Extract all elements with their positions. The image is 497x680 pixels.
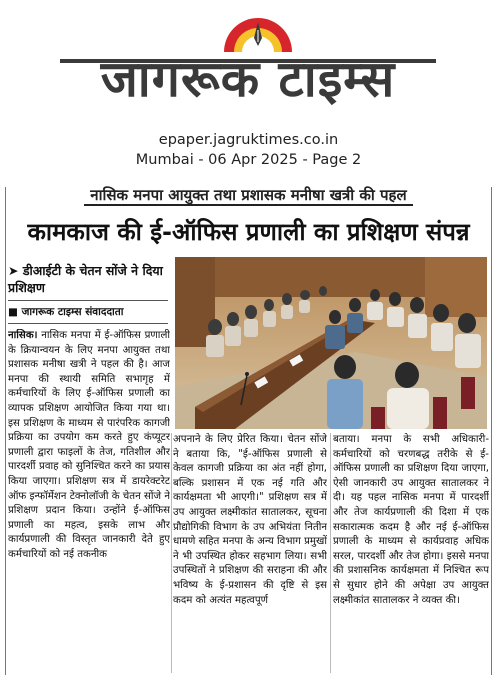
article-byline: ■ जागरूक टाइम्स संवाददाता bbox=[8, 306, 124, 318]
column-divider bbox=[171, 433, 172, 673]
clip-border-left bbox=[5, 187, 6, 675]
masthead bbox=[0, 0, 497, 168]
subhead-divider bbox=[8, 300, 168, 301]
source-url: epaper.jagruktimes.co.in bbox=[158, 132, 339, 148]
article-kicker: नासिक मनपा आयुक्त तथा प्रशासक मनीषा खत्री की पहल bbox=[10, 185, 487, 205]
article-clipping bbox=[0, 179, 497, 680]
edition-date-line: Mumbai - 06 Apr 2025 - Page 2 bbox=[135, 152, 362, 168]
training-session-photo bbox=[175, 257, 487, 429]
newspaper-title: जागरूक टाइम्स bbox=[100, 50, 396, 108]
sun-pen-logo-icon bbox=[218, 8, 298, 52]
dateline: नासिक। bbox=[8, 330, 38, 341]
article-column-1 bbox=[8, 329, 170, 674]
clip-border-right bbox=[491, 187, 492, 675]
column-1-text: नासिक मनपा में ई-ऑफिस प्रणाली के क्रियान्वयन के लिए मनपा आयुक्त तथा प्रशासक मनीषा खत्री ने पहल की है। आज मनपा की स्थायी समिति सभागृह में कर्मचारियों के लिए ई-ऑफिस प्रणाली का व्यापक प्रशिक्षण आयोजित किया गया था। इस प्रशिक्षण के माध्यम से पारंपरिक कागजी प्रक्रिया का उपयोग कम करते हुए कंप्यूटर प्रणाली द्वारा फाइलों के तेज, गतिशील और पारदर्शी प्रवाह को सुनिश्चित करने का प्रयास किया जाएगा। प्रशिक्षण सत्र में डायरेक्टरेट ऑफ इन्फॉर्मेशन टेक्नोलॉजी के चेतन सोंजे ने प्रशिक्षण प्रदान किया। उन्होंने ई-ऑफिस प्रणाली का महत्व, इसके लाभ और कार्यप्रणाली की विस्तृत जानकारी देते हुए कर्मचारियों को नई तकनीक bbox=[8, 330, 170, 560]
article-column-2: अपनाने के लिए प्रेरित किया। चेतन सोंजे ने बताया कि, "ई-ऑफिस प्रणाली से केवल कागजी प्रक्रिया का अंत नहीं होगा, बल्कि प्रशासन में एक नई गति और कार्यक्षमता भी आएगी।" प्रशिक्षण सत्र में उप आयुक्त लक्ष्मीकांत सातालकर, सूचना प्रौद्योगिकी विभाग के उप अभियंता नितीन धामणे सहित मनपा के अन्य विभाग प्रमुखों ने भी उपस्थित होकर सहभाग लिया। सभी उपस्थितों ने प्रशिक्षण की सराहना की और भविष्य के ई-प्रशासन की दृष्टि से इस कदम को अत्यंत महत्वपूर्ण bbox=[173, 434, 327, 606]
article-subhead: ➤ डीआईटी के चेतन सोंजे ने दिया प्रशिक्षण bbox=[8, 263, 163, 295]
byline-divider bbox=[8, 323, 168, 324]
column-divider bbox=[330, 433, 331, 673]
article-headline: कामकाज की ई-ऑफिस प्रणाली का प्रशिक्षण संपन्न bbox=[27, 218, 470, 246]
article-column-3: बताया। मनपा के सभी अधिकारी-कर्मचारियों को चरणबद्ध तरीके से ई-ऑफिस प्रणाली का प्रशिक्षण दिया जाएगा, ऐसी जानकारी उप आयुक्त सातालकर ने दी। यह पहल नासिक मनपा में पारदर्शी और तेज कार्यप्रणाली की दिशा में एक सकारात्मक कदम है और नई ई-ऑफिस प्रणाली के माध्यम से कार्यप्रवाह अधिक सरल, पारदर्शी और तेज होगा। इससे मनपा की प्रशासनिक कार्यक्षमता में निश्चित रूप से सुधार होने की अपेक्षा उप आयुक्त लक्ष्मीकांत सातालकर ने व्यक्त की। bbox=[333, 434, 489, 606]
